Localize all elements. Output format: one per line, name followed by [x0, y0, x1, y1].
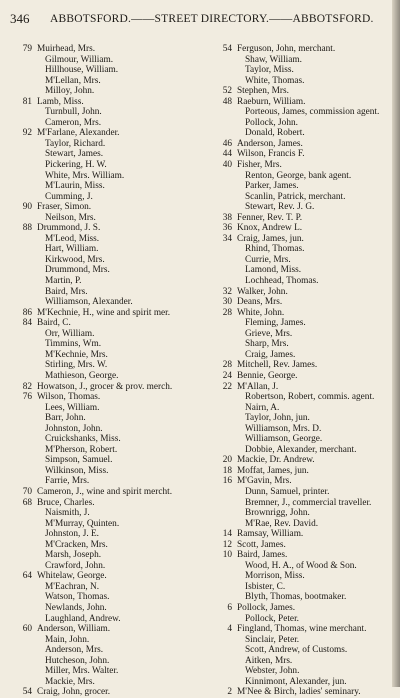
directory-entry	[214, 97, 386, 108]
resident-name: Bremner, J., commercial traveller.	[245, 497, 372, 508]
resident-name: Williamson, Alexander.	[45, 297, 133, 308]
directory-entry	[14, 424, 210, 435]
resident-name: Pollock, James.	[237, 602, 296, 613]
resident-name: Lamond, Miss.	[245, 265, 302, 276]
directory-entry	[214, 424, 386, 435]
resident-name: Lochhead, Thomas.	[245, 276, 319, 287]
resident-name: M'Pherson, Robert.	[45, 444, 118, 455]
directory-entry	[14, 86, 210, 97]
resident-name: M'Allan, J.	[237, 381, 279, 392]
directory-entry	[14, 128, 210, 139]
directory-entry	[214, 592, 386, 603]
directory-entry	[14, 297, 210, 308]
resident-name: Deans, Mrs.	[237, 297, 283, 308]
resident-name: Taylor, John, jun.	[245, 413, 310, 424]
directory-entry	[14, 234, 210, 245]
resident-name: White, John.	[237, 307, 285, 318]
directory-entry	[214, 476, 386, 487]
resident-name: M'Lellan, Mrs.	[45, 75, 101, 86]
directory-entry	[214, 550, 386, 561]
resident-name: Lamb, Miss.	[37, 96, 84, 107]
directory-entry	[214, 160, 386, 171]
resident-name: Taylor, Richard.	[45, 138, 106, 149]
directory-entry	[214, 371, 386, 382]
house-number: 12	[222, 539, 232, 550]
house-number: 88	[22, 223, 32, 234]
directory-entry	[214, 202, 386, 213]
directory-entry	[214, 76, 386, 87]
directory-entry	[14, 107, 210, 118]
directory-entry	[14, 466, 210, 477]
resident-name: Ramsay, William.	[237, 529, 304, 540]
directory-entry	[214, 582, 386, 593]
directory-entry	[214, 529, 386, 540]
house-number: 64	[22, 571, 32, 582]
directory-entry	[214, 382, 386, 393]
directory-entry	[214, 624, 386, 635]
directory-entry	[14, 666, 210, 677]
resident-name: Bruce, Charles.	[37, 497, 95, 508]
house-number: 79	[22, 44, 32, 54]
directory-entry	[14, 540, 210, 551]
directory-entry	[214, 519, 386, 530]
resident-name: Dunn, Samuel, printer.	[245, 486, 330, 497]
directory-entry	[14, 498, 210, 509]
resident-name: Pollock, John.	[245, 117, 298, 128]
house-number: 68	[22, 497, 32, 508]
house-number: 70	[22, 486, 32, 497]
directory-entry	[214, 223, 386, 234]
directory-entry	[14, 508, 210, 519]
resident-name: Mackie, Dr. Andrew.	[237, 455, 315, 466]
resident-name: M'Murray, Quinten.	[45, 518, 120, 529]
resident-name: Farrie, Mrs.	[45, 476, 90, 487]
directory-entry	[214, 635, 386, 646]
resident-name: Grieve, Mrs.	[245, 328, 293, 339]
directory-entry	[214, 508, 386, 519]
directory-entry	[214, 65, 386, 76]
directory-entry	[14, 44, 210, 55]
resident-name: Hutcheson, John.	[45, 655, 110, 666]
directory-entry	[214, 687, 386, 698]
directory-entry	[14, 603, 210, 614]
page-edge	[392, 0, 400, 687]
directory-entry	[214, 677, 386, 688]
house-number: 54	[222, 44, 232, 54]
resident-name: Baird, C.	[37, 318, 71, 329]
house-number: 44	[222, 149, 232, 160]
directory-entry	[214, 308, 386, 319]
resident-name: Craig, James, jun.	[237, 233, 304, 244]
resident-name: Craig, James.	[245, 349, 296, 360]
resident-name: Bennie, George.	[237, 370, 298, 381]
house-number: 22	[222, 381, 232, 392]
directory-entry	[214, 561, 386, 572]
resident-name: Sharp, Mrs.	[245, 339, 289, 350]
directory-entry	[214, 128, 386, 139]
resident-name: Craig, John, grocer.	[37, 687, 111, 698]
directory-entry	[14, 55, 210, 66]
page-header	[10, 8, 388, 30]
house-number: 24	[222, 370, 232, 381]
directory-entry	[14, 519, 210, 530]
resident-name: Timmins, Wm.	[45, 339, 102, 350]
resident-name: Martin, P.	[45, 276, 82, 287]
resident-name: Shaw, William.	[245, 54, 302, 65]
resident-name: Currie, Mrs.	[245, 254, 291, 265]
resident-name: Scanlin, Patrick, merchant.	[245, 191, 346, 202]
directory-entry	[14, 287, 210, 298]
directory-entry	[14, 677, 210, 688]
resident-name: White, Thomas.	[245, 75, 305, 86]
resident-name: Donald, Robert.	[245, 128, 305, 139]
resident-name: M'Eachran, N.	[45, 581, 100, 592]
resident-name: Stephen, Mrs.	[237, 86, 289, 97]
directory-entry	[214, 329, 386, 340]
directory-entry	[214, 360, 386, 371]
resident-name: Baird, Mrs.	[45, 286, 88, 297]
resident-name: Scott, Andrew, of Customs.	[245, 645, 348, 656]
resident-name: Anderson, William.	[37, 624, 111, 635]
directory-entry	[14, 392, 210, 403]
resident-name: Hart, William.	[45, 244, 99, 255]
house-number: 14	[222, 529, 232, 540]
running-title: ABBOTSFORD.——STREET DIRECTORY.——ABBOTSFORD.	[50, 13, 374, 25]
resident-name: Anderson, James.	[237, 138, 303, 149]
directory-entry	[214, 297, 386, 308]
directory-entry	[14, 455, 210, 466]
resident-name: Cameron, Mrs.	[45, 117, 102, 128]
directory-entry	[214, 339, 386, 350]
directory-entry	[14, 171, 210, 182]
resident-name: Moffat, James, jun.	[237, 465, 309, 476]
directory-entry	[214, 318, 386, 329]
directory-entry	[214, 213, 386, 224]
resident-name: Muirhead, Mrs.	[37, 44, 96, 54]
resident-name: Naismith, J.	[45, 508, 90, 519]
directory-entry	[214, 666, 386, 677]
directory-entry	[14, 413, 210, 424]
directory-entry	[214, 392, 386, 403]
resident-name: Renton, George, bank agent.	[245, 170, 352, 181]
resident-name: Ferguson, John, merchant.	[237, 44, 336, 54]
resident-name: Taylor, Miss.	[245, 65, 294, 76]
resident-name: Johnston, John.	[45, 423, 103, 434]
directory-entry	[14, 529, 210, 540]
resident-name: Turnbull, John.	[45, 107, 102, 118]
resident-name: Blyth, Thomas, bootmaker.	[245, 592, 347, 603]
directory-entry	[214, 434, 386, 445]
house-number: 2	[227, 687, 232, 698]
directory-entry	[14, 403, 210, 414]
resident-name: M'Nee & Birch, ladies' seminary.	[237, 687, 361, 698]
directory-entry	[14, 350, 210, 361]
resident-name: Marsh, Joseph.	[45, 550, 102, 561]
directory-entry	[14, 76, 210, 87]
directory-entry	[14, 687, 210, 698]
house-number: 84	[22, 318, 32, 329]
house-number: 36	[222, 223, 232, 234]
resident-name: Robertson, Robert, commis. agent.	[245, 392, 375, 403]
directory-entry	[214, 276, 386, 287]
resident-name: Porteous, James, commission agent.	[245, 107, 380, 118]
resident-name: M'Gavin, Mrs.	[237, 476, 292, 487]
resident-name: Miller, Mrs. Walter.	[45, 666, 119, 677]
directory-entry	[214, 540, 386, 551]
resident-name: Kinnimont, Alexander, jun.	[245, 676, 347, 687]
directory-entry	[214, 86, 386, 97]
house-number: 81	[22, 96, 32, 107]
directory-entry	[14, 308, 210, 319]
directory-entry	[214, 614, 386, 625]
house-number: 60	[22, 624, 32, 635]
directory-entry	[14, 614, 210, 625]
resident-name: Watson, Thomas.	[45, 592, 110, 603]
directory-entry	[14, 244, 210, 255]
resident-name: Whitelaw, George.	[37, 571, 107, 582]
directory-entry	[214, 107, 386, 118]
resident-name: Stirling, Mrs. W.	[45, 360, 108, 371]
directory-entry	[14, 550, 210, 561]
directory-entry	[14, 329, 210, 340]
directory-entry	[14, 360, 210, 371]
house-number: 30	[222, 297, 232, 308]
resident-name: Howatson, J., grocer & prov. merch.	[37, 381, 173, 392]
resident-name: Dobbie, Alexander, merchant.	[245, 444, 357, 455]
resident-name: Fraser, Simon.	[37, 202, 92, 213]
directory-entry	[214, 139, 386, 150]
resident-name: Hillhouse, William.	[45, 65, 119, 76]
directory-entry	[14, 592, 210, 603]
resident-name: Simpson, Samuel.	[45, 455, 113, 466]
directory-entry	[14, 255, 210, 266]
directory-entry	[14, 181, 210, 192]
resident-name: Williamson, George.	[245, 434, 323, 445]
directory-entry	[14, 624, 210, 635]
resident-name: M'Farlane, Alexander.	[37, 128, 120, 139]
resident-name: Drummond, Mrs.	[45, 265, 110, 276]
resident-name: Crawford, John.	[45, 560, 106, 571]
resident-name: Orr, William.	[45, 328, 95, 339]
house-number: 86	[22, 307, 32, 318]
directory-entry	[14, 149, 210, 160]
directory-entry	[14, 635, 210, 646]
resident-name: Cameron, J., wine and spirit mercht.	[37, 486, 173, 497]
resident-name: Pickering, H. W.	[45, 160, 107, 171]
resident-name: Lees, William.	[45, 402, 100, 413]
directory-entry	[14, 265, 210, 276]
resident-name: M'Kechnie, Mrs.	[45, 349, 108, 360]
house-number: 6	[227, 602, 232, 613]
resident-name: Fenner, Rev. T. P.	[237, 212, 303, 223]
house-number: 90	[22, 202, 32, 213]
directory-entry	[14, 476, 210, 487]
directory-entry	[214, 192, 386, 203]
resident-name: Webster, John.	[245, 666, 300, 677]
resident-name: Scott, James.	[237, 539, 286, 550]
resident-name: M'Cracken, Mrs.	[45, 539, 108, 550]
directory-entry	[214, 455, 386, 466]
directory-entry	[14, 160, 210, 171]
resident-name: Mathieson, George.	[45, 370, 119, 381]
resident-name: Johnston, J. E.	[45, 529, 99, 540]
resident-name: Mitchell, Rev. James.	[237, 360, 318, 371]
house-number: 34	[222, 233, 232, 244]
directory-entry	[214, 413, 386, 424]
resident-name: Knox, Andrew L.	[237, 223, 303, 234]
resident-name: Cruickshanks, Miss.	[45, 434, 121, 445]
directory-entry	[214, 350, 386, 361]
resident-name: M'Kechnie, H., wine and spirit mer.	[37, 307, 171, 318]
resident-name: Stewart, Rev. J. G.	[245, 202, 315, 213]
house-number: 52	[222, 86, 232, 97]
resident-name: Drummond, J. S.	[37, 223, 101, 234]
resident-name: Main, John.	[45, 634, 90, 645]
directory-entry	[214, 403, 386, 414]
directory-entry	[214, 149, 386, 160]
directory-entry	[14, 339, 210, 350]
resident-name: White, Mrs. William.	[45, 170, 125, 181]
directory-entry	[14, 571, 210, 582]
resident-name: Anderson, Mrs.	[45, 645, 104, 656]
directory-entry	[214, 287, 386, 298]
house-number: 48	[222, 96, 232, 107]
resident-name: Stewart, James.	[45, 149, 104, 160]
directory-entry	[214, 171, 386, 182]
directory-entry	[214, 656, 386, 667]
directory-entry	[14, 656, 210, 667]
directory-entry	[214, 118, 386, 129]
directory-entry	[214, 603, 386, 614]
house-number: 20	[222, 455, 232, 466]
directory-entry	[214, 445, 386, 456]
resident-name: Raeburn, William.	[237, 96, 306, 107]
directory-entry	[14, 118, 210, 129]
house-number: 28	[222, 360, 232, 371]
house-number: 54	[22, 687, 32, 698]
resident-name: Williamson, Mrs. D.	[245, 423, 322, 434]
resident-name: Sinclair, Peter.	[245, 634, 300, 645]
directory-entry	[14, 139, 210, 150]
directory-entry	[14, 65, 210, 76]
resident-name: Wilson, Thomas.	[37, 392, 101, 403]
resident-name: Nairn, A.	[245, 402, 280, 413]
directory-entry	[14, 561, 210, 572]
directory-entry	[214, 571, 386, 582]
house-number: 40	[222, 160, 232, 171]
directory-entry	[14, 382, 210, 393]
resident-name: Aitken, Mrs.	[245, 655, 293, 666]
resident-name: Fisher, Mrs.	[237, 160, 282, 171]
house-number: 18	[222, 465, 232, 476]
resident-name: Cumming, J.	[45, 191, 93, 202]
house-number: 46	[222, 138, 232, 149]
resident-name: Laughland, Andrew.	[45, 613, 121, 624]
house-number: 16	[222, 476, 232, 487]
directory-entry	[214, 55, 386, 66]
directory-entry	[214, 466, 386, 477]
directory-entry	[14, 318, 210, 329]
resident-name: M'Laurin, Miss.	[45, 181, 105, 192]
resident-name: Wood, H. A., of Wood & Son.	[245, 560, 357, 571]
directory-entry	[214, 255, 386, 266]
directory-entry	[214, 244, 386, 255]
house-number: 10	[222, 550, 232, 561]
house-number: 92	[22, 128, 32, 139]
resident-name: M'Leod, Miss.	[45, 233, 100, 244]
right-column	[214, 44, 386, 698]
directory-entry	[14, 213, 210, 224]
resident-name: Wilson, Francis F.	[237, 149, 305, 160]
directory-entry	[214, 265, 386, 276]
house-number: 76	[22, 392, 32, 403]
resident-name: Neilson, Mrs.	[45, 212, 96, 223]
directory-entry	[14, 276, 210, 287]
directory-entry	[214, 181, 386, 192]
directory-entry	[14, 582, 210, 593]
directory-entry	[214, 234, 386, 245]
directory-entry	[14, 487, 210, 498]
directory-entry	[14, 223, 210, 234]
directory-entry	[14, 192, 210, 203]
directory-entry	[14, 645, 210, 656]
resident-name: Walker, John.	[237, 286, 288, 297]
resident-name: Rhind, Thomas.	[245, 244, 305, 255]
resident-name: Barr, John.	[45, 413, 86, 424]
resident-name: Wilkinson, Miss.	[45, 465, 109, 476]
house-number: 38	[222, 212, 232, 223]
directory-entry	[214, 645, 386, 656]
directory-entry	[14, 97, 210, 108]
directory-entry	[14, 445, 210, 456]
directory-entry	[214, 44, 386, 55]
resident-name: Parker, James.	[245, 181, 299, 192]
resident-name: Mackie, Mrs.	[45, 676, 95, 687]
resident-name: Gilmour, William.	[45, 54, 114, 65]
house-number: 32	[222, 286, 232, 297]
resident-name: Isbister, C.	[245, 581, 286, 592]
resident-name: Pollock, Peter.	[245, 613, 299, 624]
page-number: 346	[10, 11, 30, 26]
resident-name: Morrison, Miss.	[245, 571, 305, 582]
directory-entry	[14, 434, 210, 445]
resident-name: Kirkwood, Mrs.	[45, 254, 105, 265]
house-number: 4	[227, 624, 232, 635]
resident-name: Newlands, John.	[45, 602, 107, 613]
directory-entry	[214, 498, 386, 509]
resident-name: Brownrigg, John.	[245, 508, 310, 519]
resident-name: Baird, James.	[237, 550, 288, 561]
resident-name: Fleming, James.	[245, 318, 306, 329]
directory-entry	[14, 371, 210, 382]
house-number: 28	[222, 307, 232, 318]
left-column	[14, 44, 210, 698]
directory-entry	[214, 487, 386, 498]
resident-name: M'Rae, Rev. David.	[245, 518, 319, 529]
resident-name: Fingland, Thomas, wine merchant.	[237, 624, 367, 635]
resident-name: Milloy, John.	[45, 86, 95, 97]
house-number: 82	[22, 381, 32, 392]
directory-entry	[14, 202, 210, 213]
